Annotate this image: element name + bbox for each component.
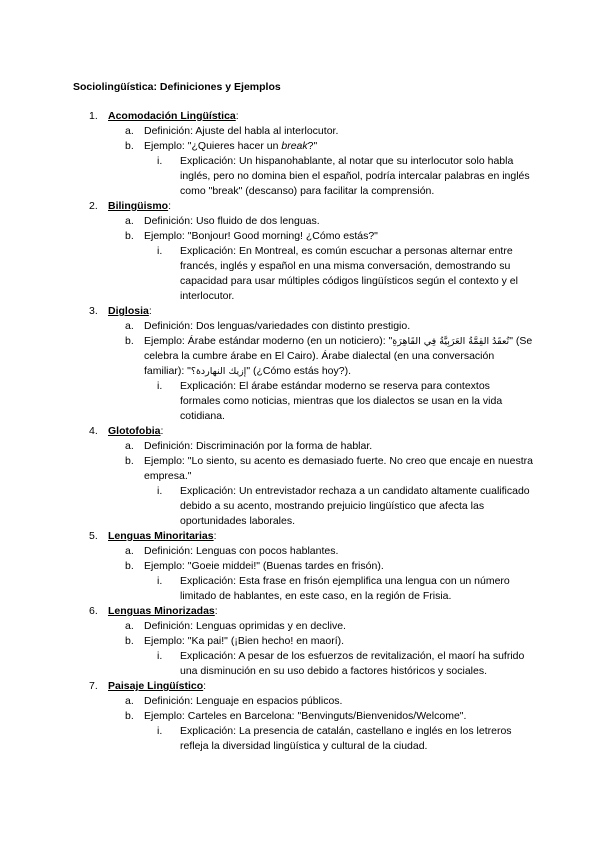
explanation-line: [73, 724, 533, 754]
colon: :: [213, 530, 217, 542]
list-item: [73, 529, 533, 604]
example-text: Ejemplo: Carteles en Barcelona: "Benvinguts/Bienvenidos/Welcome".: [144, 710, 467, 722]
example-line: [73, 634, 533, 649]
colon: :: [214, 605, 218, 617]
colon: :: [148, 305, 152, 317]
arabic-quote: إزيك النهاردة؟: [190, 366, 247, 377]
item-number: 3.: [89, 305, 98, 317]
example-line: [73, 334, 533, 379]
letter-marker: b.: [125, 710, 134, 722]
explanation-line: [73, 379, 533, 424]
item-number: 2.: [89, 200, 98, 212]
roman-marker: i.: [157, 725, 163, 737]
definition-text: Definición: Dos lenguas/variedades con distinto prestigio.: [144, 320, 411, 332]
explanation-line: [73, 244, 533, 304]
example-text-part: ?": [307, 140, 318, 152]
term-name: Bilingüismo: [108, 200, 169, 212]
term-name: Glotofobia: [108, 425, 161, 437]
explanation-text: Explicación: La presencia de catalán, castellano e inglés en los letreros refleja la diversidad lingüística y cultural de la ciudad.: [180, 725, 512, 752]
definition-text: Definición: Uso fluido de dos lenguas.: [144, 215, 320, 227]
definition-line: [73, 694, 533, 709]
example-text-part: " (¿Cómo estás hoy?).: [246, 365, 352, 377]
roman-marker: i.: [157, 650, 163, 662]
list-item: [73, 199, 533, 304]
letter-marker: a.: [125, 440, 134, 452]
letter-marker: b.: [125, 635, 134, 647]
example-line: [73, 559, 533, 574]
explanation-text: Explicación: Un entrevistador rechaza a un candidato altamente cualificado debido a su acento, mostrando prejuicio lingüístico que afecta las oportunidades laborales.: [180, 485, 530, 527]
item-number: 4.: [89, 425, 98, 437]
term-name: Diglosia: [108, 305, 149, 317]
example-text: Ejemplo: "Ka pai!" (¡Bien hecho! en maorí).: [144, 635, 345, 647]
term-name: Lenguas Minorizadas: [108, 605, 215, 617]
explanation-text: Explicación: Esta frase en frisón ejemplifica una lengua con un número limitado de hablantes, en este caso, en la región de Frisia.: [180, 575, 510, 602]
term-heading: [73, 109, 533, 124]
item-number: 6.: [89, 605, 98, 617]
term-heading: [73, 424, 533, 439]
explanation-line: [73, 154, 533, 199]
explanation-line: [73, 574, 533, 604]
term-name: Lenguas Minoritarias: [108, 530, 214, 542]
definition-text: Definición: Lenguas con pocos hablantes.: [144, 545, 339, 557]
roman-marker: i.: [157, 245, 163, 257]
arabic-quote: تُعقَدُ القِمَّةُ العَرَبِيَّةُ فِي القَاهِرَةِ: [392, 336, 510, 347]
definition-line: [73, 124, 533, 139]
definition-text: Definición: Ajuste del habla al interlocutor.: [144, 125, 339, 137]
document-title: Sociolingüística: Definiciones y Ejemplos: [73, 81, 281, 93]
definition-line: [73, 544, 533, 559]
list-item: [73, 304, 533, 424]
letter-marker: a.: [125, 215, 134, 227]
colon: :: [160, 425, 164, 437]
colon: :: [203, 680, 207, 692]
roman-marker: i.: [157, 380, 163, 392]
letter-marker: b.: [125, 140, 134, 152]
example-text: [144, 140, 317, 152]
explanation-text: Explicación: Un hispanohablante, al notar que su interlocutor solo habla inglés, pero no domina bien el español, podría intercalar palabras en inglés como "break" (descanso) para facilitar la comprensión.: [180, 155, 530, 197]
explanation-line: [73, 649, 533, 679]
example-line: [73, 229, 533, 244]
definition-line: [73, 439, 533, 454]
term-heading: [73, 199, 533, 214]
definition-text: Definición: Lenguaje en espacios públicos.: [144, 695, 343, 707]
definition-line: [73, 319, 533, 334]
example-text: Ejemplo: "Bonjour! Good morning! ¿Cómo estás?": [144, 230, 378, 242]
roman-marker: i.: [157, 155, 163, 167]
definition-text: Definición: Discriminación por la forma de hablar.: [144, 440, 373, 452]
example-line: [73, 139, 533, 154]
roman-marker: i.: [157, 485, 163, 497]
term-name: Paisaje Lingüístico: [108, 680, 204, 692]
example-text: Ejemplo: "Goeie middei!" (Buenas tardes en frisón).: [144, 560, 384, 572]
example-line: [73, 709, 533, 724]
definition-line: [73, 619, 533, 634]
colon: :: [168, 200, 172, 212]
letter-marker: b.: [125, 455, 134, 467]
letter-marker: a.: [125, 545, 134, 557]
letter-marker: b.: [125, 560, 134, 572]
term-heading: [73, 304, 533, 319]
letter-marker: a.: [125, 695, 134, 707]
definition-line: [73, 214, 533, 229]
example-italic-word: break: [281, 140, 308, 152]
list-item: [73, 604, 533, 679]
term-heading: [73, 529, 533, 544]
term-heading: [73, 604, 533, 619]
item-number: 5.: [89, 530, 98, 542]
example-text: [144, 335, 532, 377]
letter-marker: a.: [125, 125, 134, 137]
letter-marker: b.: [125, 230, 134, 242]
letter-marker: b.: [125, 335, 134, 347]
list-item: [73, 679, 533, 754]
explanation-text: Explicación: En Montreal, es común escuchar a personas alternar entre francés, inglés y español en una misma conversación, demostrando su capacidad para usar múltiples códigos lingüísticos según el contexto y el interlocutor.: [180, 245, 518, 302]
explanation-line: [73, 484, 533, 529]
letter-marker: a.: [125, 620, 134, 632]
document-page: [73, 80, 533, 754]
colon: :: [235, 110, 239, 122]
roman-marker: i.: [157, 575, 163, 587]
example-text-part: Ejemplo: "¿Quieres hacer un: [144, 140, 282, 152]
explanation-text: Explicación: El árabe estándar moderno se reserva para contextos formales como noticias, mientras que los dialectos se usan en la vida cotidiana.: [180, 380, 503, 422]
explanation-text: Explicación: A pesar de los esfuerzos de revitalización, el maorí ha sufrido una disminución en su uso debido a factores históricos y sociales.: [180, 650, 525, 677]
term-name: Acomodación Lingüística: [108, 110, 236, 122]
list-item: [73, 424, 533, 529]
definition-text: Definición: Lenguas oprimidas y en declive.: [144, 620, 346, 632]
item-number: 7.: [89, 680, 98, 692]
example-line: [73, 454, 533, 484]
example-text: Ejemplo: "Lo siento, su acento es demasiado fuerte. No creo que encaje en nuestra empresa.": [144, 455, 533, 482]
letter-marker: a.: [125, 320, 134, 332]
item-number: 1.: [89, 110, 98, 122]
example-text-part: " (Se celebra la cumbre árabe en El Cairo). Árabe dialectal (en una conversación familiar): ": [144, 335, 533, 377]
terms-list: [73, 109, 533, 754]
term-heading: [73, 679, 533, 694]
example-text-part: Ejemplo: Árabe estándar moderno (en un noticiero): ": [144, 335, 393, 347]
list-item: [73, 109, 533, 199]
